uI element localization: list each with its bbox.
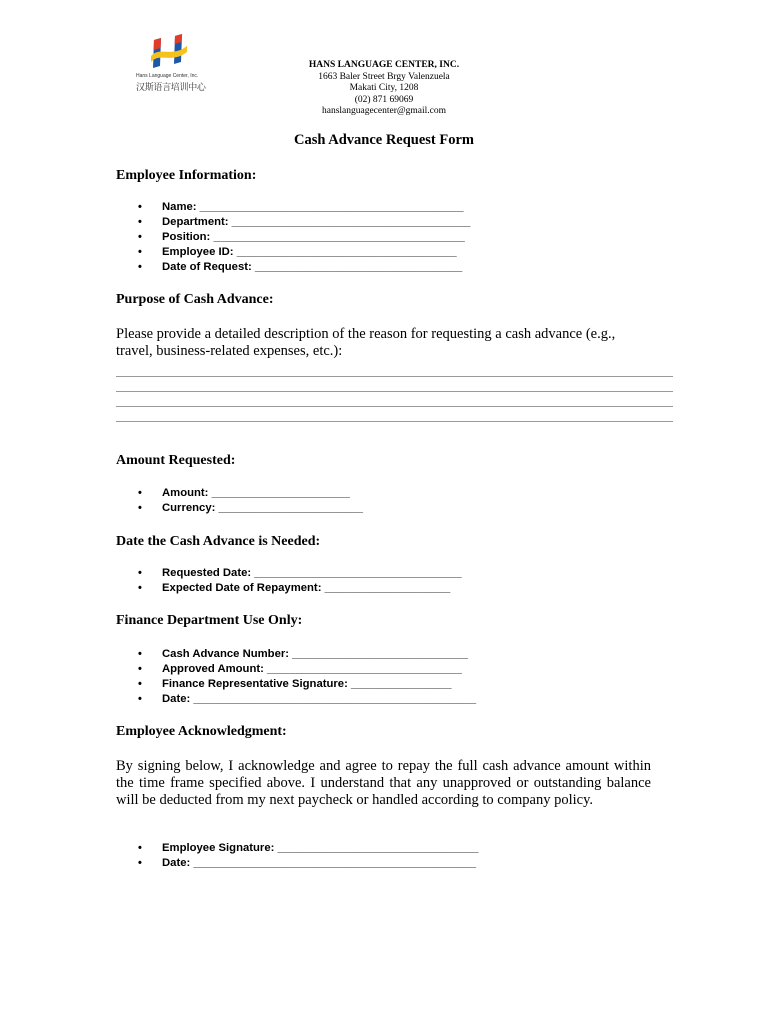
acknowledgment-text: By signing below, I acknowledge and agree to repay the full cash advance amount within the time frame specified above. I understand that any unapproved or outstanding balance will be deducted from my next paycheck or handled according to company policy. [116,758,651,808]
bullet-icon: • [138,261,142,273]
field-employee-id: Employee ID: ___________________________________ [162,246,457,258]
company-address-line2: Makati City, 1208 [349,83,419,94]
bullet-icon: • [138,663,142,675]
list-item [138,841,479,856]
logo-text-cn: 汉斯语言培训中心 [136,83,206,93]
company-header [250,60,518,118]
field-position: Position: ________________________________________ [162,231,465,243]
field-finance-date: Date: _____________________________________________ [162,693,477,705]
field-department: Department: ______________________________________ [162,216,471,228]
company-phone: (02) 871 69069 [354,94,414,105]
acknowledgment-heading: Employee Acknowledgment: [116,724,287,739]
bullet-icon: • [138,216,142,228]
bullet-icon: • [138,842,142,854]
logo-mark-icon [150,34,190,70]
writing-line [116,406,673,407]
list-item [138,662,476,677]
writing-line [116,376,673,377]
purpose-description: Please provide a detailed description of the reason for requesting a cash advance (e.g., travel, business-related expenses, etc.): [116,326,616,359]
writing-line [116,391,673,392]
employee-info-heading: Employee Information: [116,168,257,183]
field-requested-date: Requested Date: _________________________________ [162,567,462,579]
field-currency: Currency: _______________________ [162,502,364,514]
list-item [138,692,476,707]
list-item [138,647,476,662]
company-address-line1: 1663 Baler Street Brgy Valenzuela [318,71,450,82]
amount-list [138,486,363,516]
field-cash-advance-number: Cash Advance Number: ____________________________ [162,648,469,660]
list-item [138,230,470,245]
date-needed-heading: Date the Cash Advance is Needed: [116,534,321,549]
bullet-icon: • [138,693,142,705]
field-approved-amount: Approved Amount: _______________________________ [162,663,462,675]
list-item [138,200,470,215]
field-name: Name: __________________________________________ [162,201,464,213]
bullet-icon: • [138,487,142,499]
bullet-icon: • [138,567,142,579]
date-needed-list [138,566,462,596]
list-item [138,581,462,596]
bullet-icon: • [138,246,142,258]
amount-heading: Amount Requested: [116,453,236,468]
bullet-icon: • [138,857,142,869]
bullet-icon: • [138,648,142,660]
logo-text-en: Hans Language Center, Inc. [136,73,199,79]
list-item [138,486,363,501]
list-item [138,856,479,871]
employee-info-list [138,200,470,275]
list-item [138,260,470,275]
list-item [138,566,462,581]
acknowledgment-list [138,841,479,871]
field-amount: Amount: ______________________ [162,487,350,499]
company-name: HANS LANGUAGE CENTER, INC. [308,60,460,70]
finance-heading: Finance Department Use Only: [116,613,303,628]
list-item [138,501,363,516]
field-signature-date: Date: _____________________________________________ [162,857,477,869]
field-finance-signature: Finance Representative Signature: ________________ [162,678,452,690]
list-item [138,215,470,230]
bullet-icon: • [138,582,142,594]
bullet-icon: • [138,502,142,514]
field-employee-signature: Employee Signature: ________________________________ [162,842,479,854]
list-item [138,677,476,692]
field-repayment-date: Expected Date of Repayment: ____________________ [162,582,451,594]
writing-line [116,421,673,422]
bullet-icon: • [138,201,142,213]
company-email: hanslanguagecenter@gmail.com [321,106,447,117]
field-date-of-request: Date of Request: _________________________________ [162,261,463,273]
finance-list [138,647,476,707]
form-title: Cash Advance Request Form [293,132,475,148]
bullet-icon: • [138,678,142,690]
list-item [138,245,470,260]
purpose-heading: Purpose of Cash Advance: [116,292,274,307]
bullet-icon: • [138,231,142,243]
company-logo [134,34,208,96]
